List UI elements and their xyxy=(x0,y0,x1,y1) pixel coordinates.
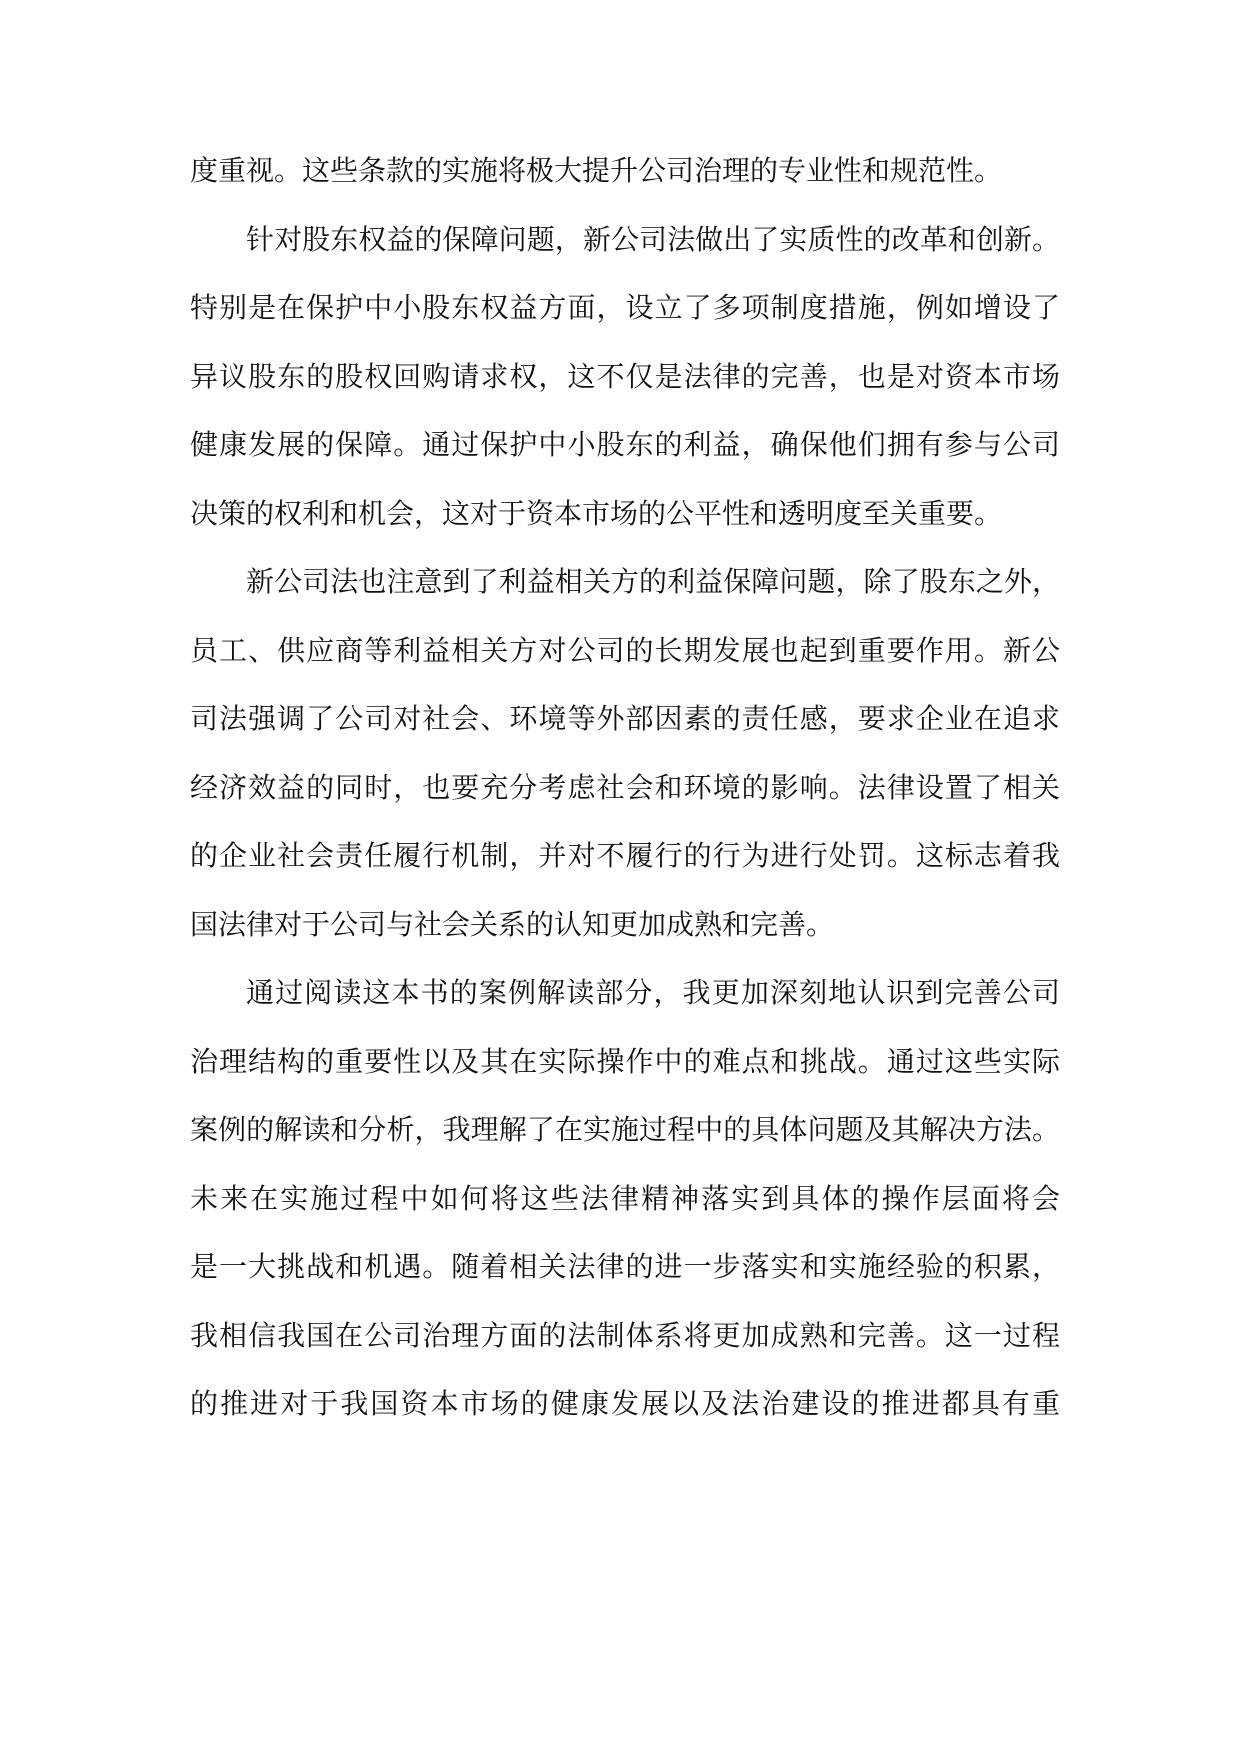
paragraph-line: 员工、供应商等利益相关方对公司的长期发展也起到重要作用。新公 xyxy=(190,633,1060,667)
paragraph-line: 是一大挑战和机遇。随着相关法律的进一步落实和实施经验的积累， xyxy=(190,1250,1060,1283)
paragraph-line: 治理结构的重要性以及其在实际操作中的难点和挑战。通过这些实际 xyxy=(190,1044,1060,1078)
paragraph-line: 案例的解读和分析，我理解了在实施过程中的具体问题及其解决方法。 xyxy=(190,1113,1060,1146)
paragraph-line: 度重视。这些条款的实施将极大提升公司治理的专业性和规范性。 xyxy=(190,154,1003,187)
paragraph-line: 健康发展的保障。通过保护中小股东的利益，确保他们拥有参与公司 xyxy=(190,428,1060,461)
paragraph-line: 异议股东的股权回购请求权，这不仅是法律的完善，也是对资本市场 xyxy=(190,359,1060,393)
paragraph-line: 国法律对于公司与社会关系的认知更加成熟和完善。 xyxy=(190,907,835,941)
paragraph-line: 的推进对于我国资本市场的健康发展以及法治建设的推进都具有重 xyxy=(190,1387,1060,1420)
paragraph-line: 司法强调了公司对社会、环境等外部因素的责任感，要求企业在追求 xyxy=(190,702,1060,735)
paragraph-line: 特别是在保护中小股东权益方面，设立了多项制度措施，例如增设了 xyxy=(190,291,1060,324)
paragraph-line: 的企业社会责任履行机制，并对不履行的行为进行处罚。这标志着我 xyxy=(190,839,1060,872)
paragraph-line: 未来在实施过程中如何将这些法律精神落实到具体的操作层面将会 xyxy=(190,1181,1060,1215)
paragraph-line: 通过阅读这本书的案例解读部分，我更加深刻地认识到完善公司 xyxy=(246,976,1060,1009)
body-text xyxy=(190,145,1060,1447)
paragraph-line: 我相信我国在公司治理方面的法制体系将更加成熟和完善。这一过程 xyxy=(190,1318,1060,1352)
paragraph-line: 针对股东权益的保障问题，新公司法做出了实质性的改革和创新。 xyxy=(246,222,1060,256)
paragraph-line: 经济效益的同时，也要充分考虑社会和环境的影响。法律设置了相关 xyxy=(190,770,1060,804)
paragraph-line: 新公司法也注意到了利益相关方的利益保障问题，除了股东之外， xyxy=(246,565,1060,598)
paragraph-line: 决策的权利和机会，这对于资本市场的公平性和透明度至关重要。 xyxy=(190,496,1003,530)
